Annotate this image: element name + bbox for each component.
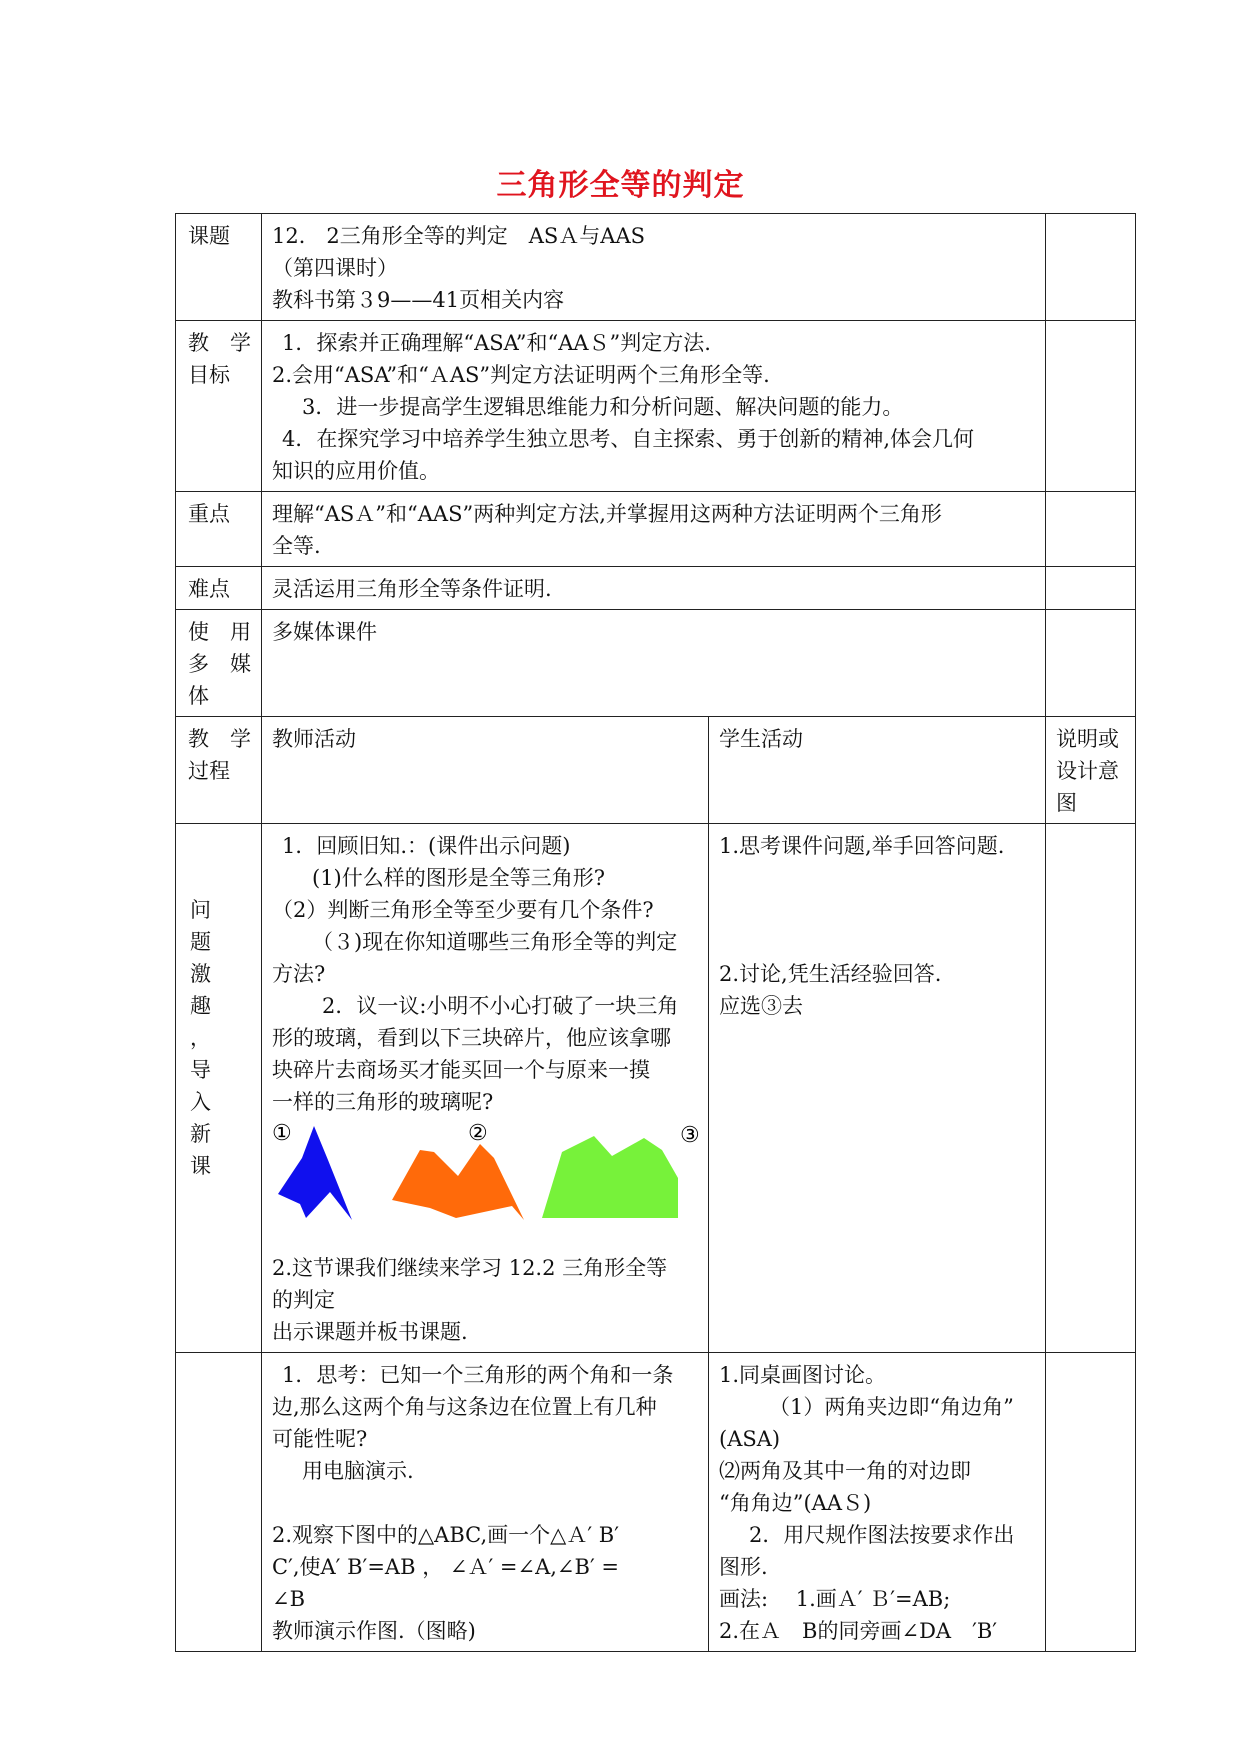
fragment-2-orange [392,1144,524,1220]
header-student: 学生活动 [709,717,1046,824]
label-line: 使 用 [188,620,251,644]
intro-teacher [262,824,709,1353]
header-note [1046,717,1136,824]
marker-1: ① [272,1122,292,1146]
topic-line: 教科书第３9——41页相关内容 [272,288,565,312]
explore-student [709,1353,1046,1652]
topic-line: 12． 2三角形全等的判定 ASＡ与AAS [272,224,646,248]
student-line: 1.同桌画图讨论。 [719,1363,887,1387]
row-explore [176,1353,1136,1652]
teacher-line: 可能性呢? [272,1427,368,1451]
label-char: 激 [190,962,211,986]
teacher-line: C′,使A′ B′=AB ， ∠Ａ′ =∠A,∠B′ = [272,1555,620,1579]
explore-teacher [262,1353,709,1652]
teacher-line: 形的玻璃，看到以下三块碎片，他应该拿哪 [272,1026,671,1050]
student-line: “角角边”(AAＳ) [719,1491,872,1515]
label-char: 入 [190,1090,211,1114]
label-char: 新 [190,1122,211,1146]
marker-2: ② [468,1122,488,1146]
teacher-line: (1)什么样的图形是全等三角形? [312,866,606,890]
label-line: 过程 [188,759,230,783]
empty-cell [176,1353,262,1652]
teacher-line: 用电脑演示. [302,1459,414,1483]
teacher-line: 边,那么这两个角与这条边在位置上有几种 [272,1395,657,1419]
label-line: 教 学 [188,727,251,751]
label-topic: 课题 [176,214,262,321]
teacher-line: 一样的三角形的玻璃呢? [272,1090,494,1114]
label-line: 体 [188,684,209,708]
teacher-line: ∠B [272,1587,306,1611]
row-intro [176,824,1136,1353]
row-topic [176,214,1136,321]
goals-content [262,321,1046,492]
key-line: 全等. [272,534,321,558]
label-char: 题 [190,930,211,954]
teacher-line: 2.观察下图中的△ABC,画一个△Ａ′ B′ [272,1523,619,1547]
marker-3: ③ [680,1123,700,1148]
student-line: 应选③去 [719,994,803,1018]
goal-line: 3．进一步提高学生逻辑思维能力和分析问题、解决问题的能力。 [302,395,904,419]
label-process [176,717,262,824]
glass-fragments-figure [272,1122,698,1252]
row-key [176,492,1136,567]
teacher-line: 方法? [272,962,326,986]
label-difficulty: 难点 [176,567,262,610]
student-line [719,894,1035,926]
row-media [176,610,1136,717]
label-char: 课 [190,1154,211,1178]
teacher-line: 2.这节课我们继续来学习 12.2 三角形全等 [272,1256,668,1280]
label-goals [176,321,262,492]
teacher-line: 2．议一议:小明不小心打破了一块三角 [322,994,679,1018]
empty-cell [1046,567,1136,610]
key-content [262,492,1046,567]
row-difficulty [176,567,1136,610]
teacher-line: 1．思考：已知一个三角形的两个角和一条 [282,1363,674,1387]
difficulty-line: 灵活运用三角形全等条件证明. [272,577,552,601]
note-line: 说明或 [1056,727,1119,751]
teacher-line: 教师演示作图.（图略) [272,1619,476,1643]
empty-cell [1046,610,1136,717]
note-line: 设计意 [1056,759,1119,783]
label-key: 重点 [176,492,262,567]
teacher-line: （2）判断三角形全等至少要有几个条件? [272,898,654,922]
goal-line: 2.会用“ASA”和“ＡAS”判定方法证明两个三角形全等. [272,363,770,387]
row-process-header [176,717,1136,824]
goal-line: 1．探索并正确理解“ASA”和“AAＳ”判定方法. [282,331,711,355]
page-title: 三角形全等的判定 [496,168,745,203]
empty-cell [1046,214,1136,321]
goal-line: 4．在探究学习中培养学生独立思考、自主探索、勇于创新的精神,体会几何 [282,427,975,451]
empty-cell [1046,492,1136,567]
teacher-line: 的判定 [272,1288,335,1312]
empty-cell [1046,321,1136,492]
row-goals [176,321,1136,492]
label-line: 多 媒 [188,652,251,676]
student-line [719,862,1035,894]
teacher-line [272,1487,698,1519]
student-line: 2．用尺规作图法按要求作出 [749,1523,1015,1547]
media-content [262,610,1046,717]
student-line: （1）两角夹边即“角边角” [769,1395,1014,1419]
student-line: 图形. [719,1555,768,1579]
media-line: 多媒体课件 [272,620,377,644]
label-char: 导 [190,1058,211,1082]
teacher-line: 块碎片去商场买才能买回一个与原来一摸 [272,1058,650,1082]
lesson-plan-table [175,213,1136,1652]
student-line: 画法: 1.画Ａ′ Ｂ′=AB; [719,1587,951,1611]
student-line: 2.讨论,凭生活经验回答. [719,962,942,986]
student-line: 1.思考课件问题,举手回答问题. [719,834,1005,858]
label-char: ， [190,1026,211,1050]
student-line: (ASA) [719,1427,781,1451]
label-line: 目标 [188,363,230,387]
teacher-line: 出示课题并板书课题. [272,1320,468,1344]
label-media [176,610,262,717]
label-char: 趣 [190,994,211,1018]
label-line: 教 学 [188,331,251,355]
label-intro [176,824,262,1353]
fragment-3-green [542,1136,678,1218]
topic-content [262,214,1046,321]
label-char: 问 [190,898,211,922]
topic-line: （第四课时） [272,256,398,280]
goal-line: 知识的应用价值。 [272,459,440,483]
student-line: 2.在Ａ B的同旁画∠DA ′B′ [719,1619,998,1643]
fragments-svg [272,1122,702,1252]
intro-student [709,824,1046,1353]
empty-cell [1046,1353,1136,1652]
student-line [719,926,1035,958]
difficulty-content [262,567,1046,610]
empty-cell [1046,824,1136,1353]
teacher-line: 1．回顾旧知.：(课件出示问题) [282,834,571,858]
header-teacher: 教师活动 [262,717,709,824]
student-line: ⑵两角及其中一角的对边即 [719,1459,971,1483]
teacher-line: （３)现在你知道哪些三角形全等的判定 [312,930,678,954]
note-line: 图 [1056,791,1077,815]
key-line: 理解“ASＡ”和“AAS”两种判定方法,并掌握用这两种方法证明两个三角形 [272,502,942,526]
